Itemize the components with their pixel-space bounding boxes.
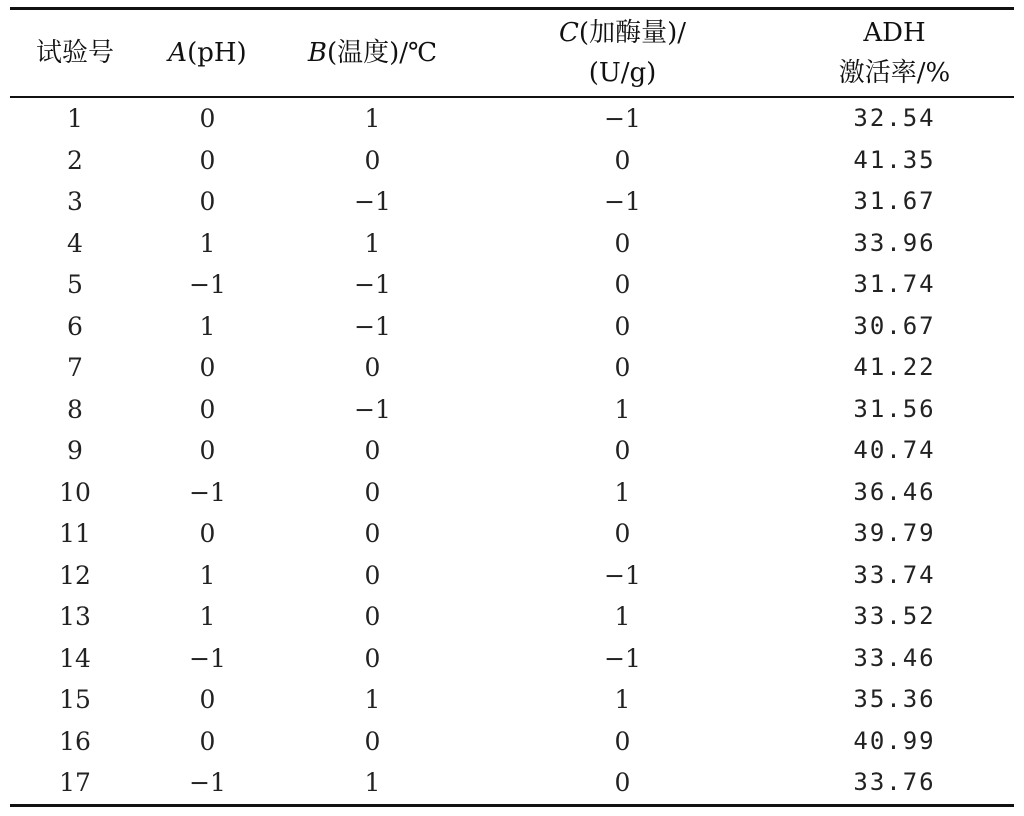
cell-factor-b: 1 xyxy=(364,228,381,258)
results-table xyxy=(10,7,1014,807)
cell-factor-b: 1 xyxy=(364,104,381,133)
cell-trial-no: 3 xyxy=(67,187,83,216)
cell-factor-b: 1 xyxy=(364,768,381,797)
cell-factor-a: 0 xyxy=(199,104,216,133)
table-row xyxy=(10,638,1014,680)
header-factor-c-symbol: C xyxy=(559,18,579,48)
cell-factor-b: 0 xyxy=(364,353,381,382)
header-factor-a-symbol: A xyxy=(168,38,188,68)
cell-trial-no: 4 xyxy=(67,228,83,258)
cell-factor-c: 0 xyxy=(614,311,631,341)
cell-factor-b: 0 xyxy=(364,519,381,548)
header-factor-a-label: (pH) xyxy=(187,38,247,68)
cell-adh-rate: 35.36 xyxy=(853,685,936,713)
cell-adh-rate: 31.56 xyxy=(853,394,936,423)
cell-factor-b: −1 xyxy=(354,270,391,299)
cell-factor-a: 0 xyxy=(199,187,216,216)
header-factor-a xyxy=(140,9,275,98)
cell-factor-b: 0 xyxy=(364,560,381,590)
cell-factor-b: 0 xyxy=(364,643,381,673)
cell-factor-c: −1 xyxy=(604,643,641,673)
cell-trial-no: 16 xyxy=(59,726,91,756)
cell-factor-a: 0 xyxy=(199,519,216,548)
cell-adh-rate: 36.46 xyxy=(853,477,936,506)
cell-trial-no: 11 xyxy=(59,519,91,548)
cell-factor-b: 0 xyxy=(364,602,381,631)
header-factor-c xyxy=(470,9,775,98)
cell-adh-rate: 32.54 xyxy=(853,104,936,132)
table-row xyxy=(10,762,1014,805)
cell-trial-no: 15 xyxy=(59,685,91,714)
cell-adh-rate: 30.67 xyxy=(853,311,936,340)
cell-factor-a: 0 xyxy=(199,353,216,382)
cell-adh-rate: 33.76 xyxy=(853,768,936,796)
cell-factor-a: 0 xyxy=(199,436,216,465)
cell-adh-rate: 33.52 xyxy=(853,602,936,630)
header-factor-c-label: (加酶量)/ xyxy=(578,18,686,48)
cell-adh-rate: 41.22 xyxy=(853,353,936,381)
cell-factor-b: 0 xyxy=(364,477,381,507)
cell-trial-no: 5 xyxy=(67,270,83,299)
table-row xyxy=(10,679,1014,721)
table-row xyxy=(10,596,1014,638)
cell-adh-rate: 40.99 xyxy=(853,726,936,755)
cell-trial-no: 1 xyxy=(67,104,83,133)
cell-factor-a: 0 xyxy=(199,394,216,424)
table-row xyxy=(10,555,1014,597)
cell-factor-c: 1 xyxy=(614,394,631,424)
cell-factor-a: −1 xyxy=(189,768,226,797)
cell-factor-c: −1 xyxy=(604,104,641,133)
cell-factor-a: 0 xyxy=(199,726,216,756)
table-row xyxy=(10,472,1014,514)
table-row xyxy=(10,306,1014,348)
cell-trial-no: 14 xyxy=(59,643,91,673)
cell-adh-rate: 33.46 xyxy=(853,643,936,672)
cell-factor-c: 0 xyxy=(614,519,631,548)
table-row xyxy=(10,347,1014,389)
table-body xyxy=(10,97,1014,805)
cell-factor-a: 0 xyxy=(199,145,216,175)
cell-trial-no: 13 xyxy=(59,602,91,631)
cell-factor-c: −1 xyxy=(604,560,641,590)
cell-factor-a: 0 xyxy=(199,685,216,714)
cell-factor-b: −1 xyxy=(354,311,391,341)
table-row xyxy=(10,513,1014,555)
cell-factor-c: 0 xyxy=(614,726,631,756)
header-factor-b xyxy=(275,9,470,98)
cell-trial-no: 7 xyxy=(67,353,83,382)
header-factor-c-unit: (U/g) xyxy=(588,58,657,88)
cell-factor-c: 0 xyxy=(614,270,631,299)
results-table-container xyxy=(10,7,1014,807)
cell-factor-a: 1 xyxy=(199,602,216,631)
cell-factor-c: −1 xyxy=(604,187,641,216)
table-row xyxy=(10,181,1014,223)
cell-factor-b: −1 xyxy=(354,394,391,424)
table-row xyxy=(10,97,1014,140)
header-factor-b-label: (温度)/℃ xyxy=(326,38,438,68)
cell-factor-b: 0 xyxy=(364,436,381,465)
table-row xyxy=(10,140,1014,182)
cell-factor-a: −1 xyxy=(189,270,226,299)
cell-factor-b: −1 xyxy=(354,187,391,216)
cell-adh-rate: 31.67 xyxy=(853,187,936,215)
cell-factor-c: 1 xyxy=(614,685,631,714)
cell-trial-no: 17 xyxy=(59,768,91,797)
cell-trial-no: 2 xyxy=(67,145,83,175)
header-adh-line1: ADH xyxy=(863,18,926,48)
header-trial-no-label: 试验号 xyxy=(35,38,114,68)
cell-factor-c: 0 xyxy=(614,768,631,797)
cell-trial-no: 8 xyxy=(67,394,83,424)
cell-factor-c: 1 xyxy=(614,602,631,631)
cell-factor-a: 1 xyxy=(199,228,216,258)
cell-factor-a: 1 xyxy=(199,311,216,341)
cell-factor-a: −1 xyxy=(189,643,226,673)
cell-adh-rate: 39.79 xyxy=(853,519,936,547)
cell-factor-a: −1 xyxy=(189,477,226,507)
cell-factor-c: 0 xyxy=(614,145,631,175)
table-row xyxy=(10,264,1014,306)
cell-factor-b: 1 xyxy=(364,685,381,714)
cell-factor-c: 0 xyxy=(614,228,631,258)
cell-trial-no: 6 xyxy=(67,311,83,341)
header-adh xyxy=(775,9,1014,98)
header-factor-b-symbol: B xyxy=(307,38,327,68)
cell-adh-rate: 33.74 xyxy=(853,560,936,589)
cell-trial-no: 12 xyxy=(59,560,91,590)
cell-factor-c: 1 xyxy=(614,477,631,507)
cell-adh-rate: 31.74 xyxy=(853,270,936,298)
cell-factor-b: 0 xyxy=(364,145,381,175)
cell-factor-a: 1 xyxy=(199,560,216,590)
header-adh-line2: 激活率/% xyxy=(838,58,951,88)
table-header xyxy=(10,9,1014,98)
cell-adh-rate: 40.74 xyxy=(853,436,936,464)
table-row xyxy=(10,721,1014,763)
cell-factor-b: 0 xyxy=(364,726,381,756)
cell-adh-rate: 41.35 xyxy=(853,145,936,174)
cell-factor-c: 0 xyxy=(614,436,631,465)
cell-trial-no: 10 xyxy=(59,477,91,507)
cell-factor-c: 0 xyxy=(614,353,631,382)
cell-trial-no: 9 xyxy=(67,436,83,465)
header-trial-no xyxy=(10,9,140,98)
table-row xyxy=(10,389,1014,431)
table-row xyxy=(10,430,1014,472)
cell-adh-rate: 33.96 xyxy=(853,228,936,257)
table-row xyxy=(10,223,1014,265)
header-factor-c-line1 xyxy=(470,13,775,53)
header-row xyxy=(10,9,1014,98)
